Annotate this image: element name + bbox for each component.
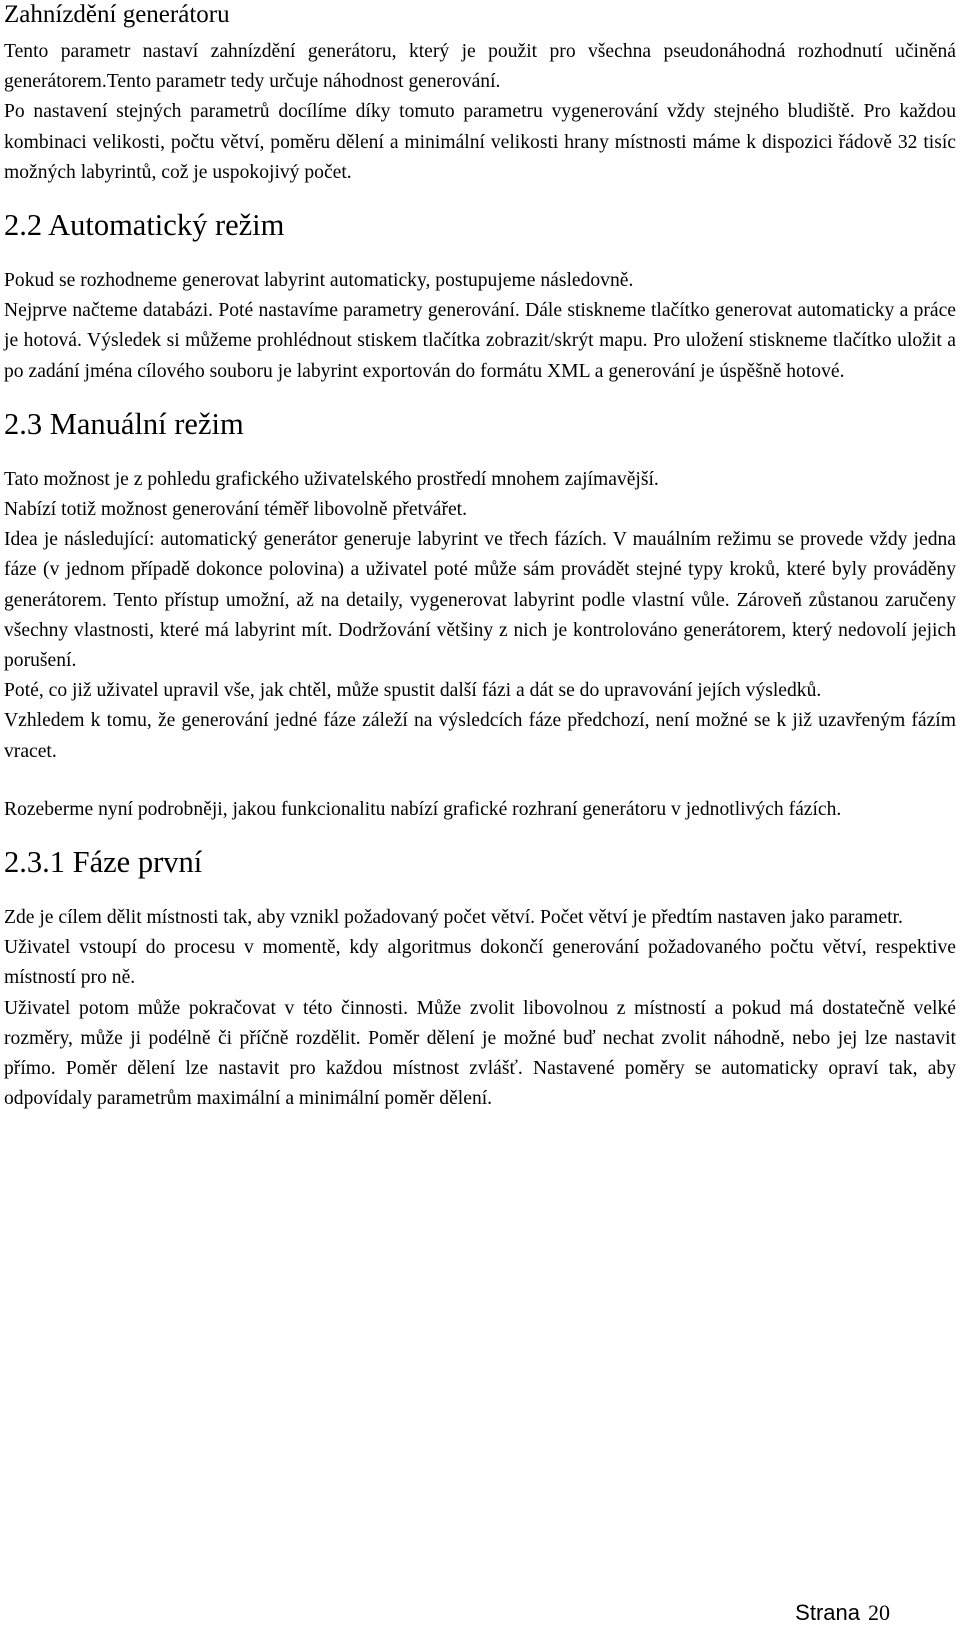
paragraph: Zde je cílem dělit místnosti tak, aby vznikl požadovaný počet větví. Počet větví je předtím nastaven jako parametr. xyxy=(4,907,903,929)
page-content xyxy=(4,0,956,1114)
paragraph: Tento parametr nastaví zahnízdění generátoru, který je použit pro všechna pseudonáhodná rozhodnutí učiněná generátorem.Tento parametr tedy určuje náhodnost generování. xyxy=(4,41,956,93)
paragraph: Nejprve načteme databázi. Poté nastavíme parametry generování. Dále stiskneme tlačítko generovat automaticky a práce je hotová. Výsledek si můžeme prohlédnout stiskem tlačítka zobrazit/skrýt mapu. Pro uložení stiskneme tlačítko uložit a po zadání jména cílového souboru je labyrint exportován do formátu XML a generování je úspěšně hotové. xyxy=(4,300,956,382)
section-heading-2-2: 2.2 Automatický režim xyxy=(4,208,285,243)
page-label: Strana xyxy=(795,1600,860,1625)
paragraph: Pokud se rozhodneme generovat labyrint automaticky, postupujeme následovně. xyxy=(4,270,634,292)
paragraph: Nabízí totiž možnost generování téměř libovolně přetvářet. xyxy=(4,499,468,521)
section-heading-zahnizdeni: Zahnízdění generátoru xyxy=(4,1,230,28)
paragraph: Uživatel vstoupí do procesu v momentě, kdy algoritmus dokončí generování požadovaného počtu větví, respektive místností pro ně. xyxy=(4,937,956,989)
paragraph: Rozeberme nyní podrobněji, jakou funkcionalitu nabízí grafické rozhraní generátoru v jednotlivých fázích. xyxy=(4,798,842,820)
paragraph: Poté, co již uživatel upravil vše, jak chtěl, může spustit další fázi a dát se do upravování jejích výsledků. xyxy=(4,680,822,702)
paragraph: Idea je následující: automatický generátor generuje labyrint ve třech fázích. V mauálním režimu se provede vždy jedna fáze (v jednom případě dokonce polovina) a uživatel poté může sám provádět stejné typy kroků, které byly prováděny generátorem. Tento přístup umožní, až na detaily, vygenerovat labyrint podle vlastní vůle. Zároveň zůstanou zaručeny všechny vlastnosti, které má labyrint mít. Dodržování většiny z nich je kontrolováno generátorem, který nedovolí jejich porušení. xyxy=(4,529,956,672)
paragraph: Uživatel potom může pokračovat v této činnosti. Může zvolit libovolnou z místností a pokud má dostatečně velké rozměry, může ji podélně či příčně rozdělit. Poměr dělení je možné buď nechat zvolit náhodně, nebo jej lze nastavit přímo. Poměr dělení lze nastavit pro každou místnost zvlášť. Nastavené poměry se automaticky opraví tak, aby odpovídaly parametrům maximální a minimální poměr dělení. xyxy=(4,997,956,1110)
section-heading-2-3-1: 2.3.1 Fáze první xyxy=(4,845,203,880)
paragraph: Po nastavení stejných parametrů docílíme díky tomuto parametru vygenerování vždy stejného bludiště. Pro každou kombinaci velikosti, počtu větví, poměru dělení a minimální velikosti hrany místnosti máme k dispozici řádově 32 tisíc možných labyrintů, což je uspokojivý počet. xyxy=(4,101,956,183)
paragraph: Vzhledem k tomu, že generování jedné fáze záleží na výsledcích fáze předchozí, není možné se k již uzavřeným fázím vracet. xyxy=(4,710,956,762)
paragraph-gap xyxy=(4,767,956,795)
page-number: 20 xyxy=(868,1600,890,1625)
paragraph: Tato možnost je z pohledu grafického uživatelského prostředí mnohem zajímavější. xyxy=(4,468,659,490)
page-footer xyxy=(795,1600,890,1630)
section-heading-2-3: 2.3 Manuální režim xyxy=(4,406,244,441)
